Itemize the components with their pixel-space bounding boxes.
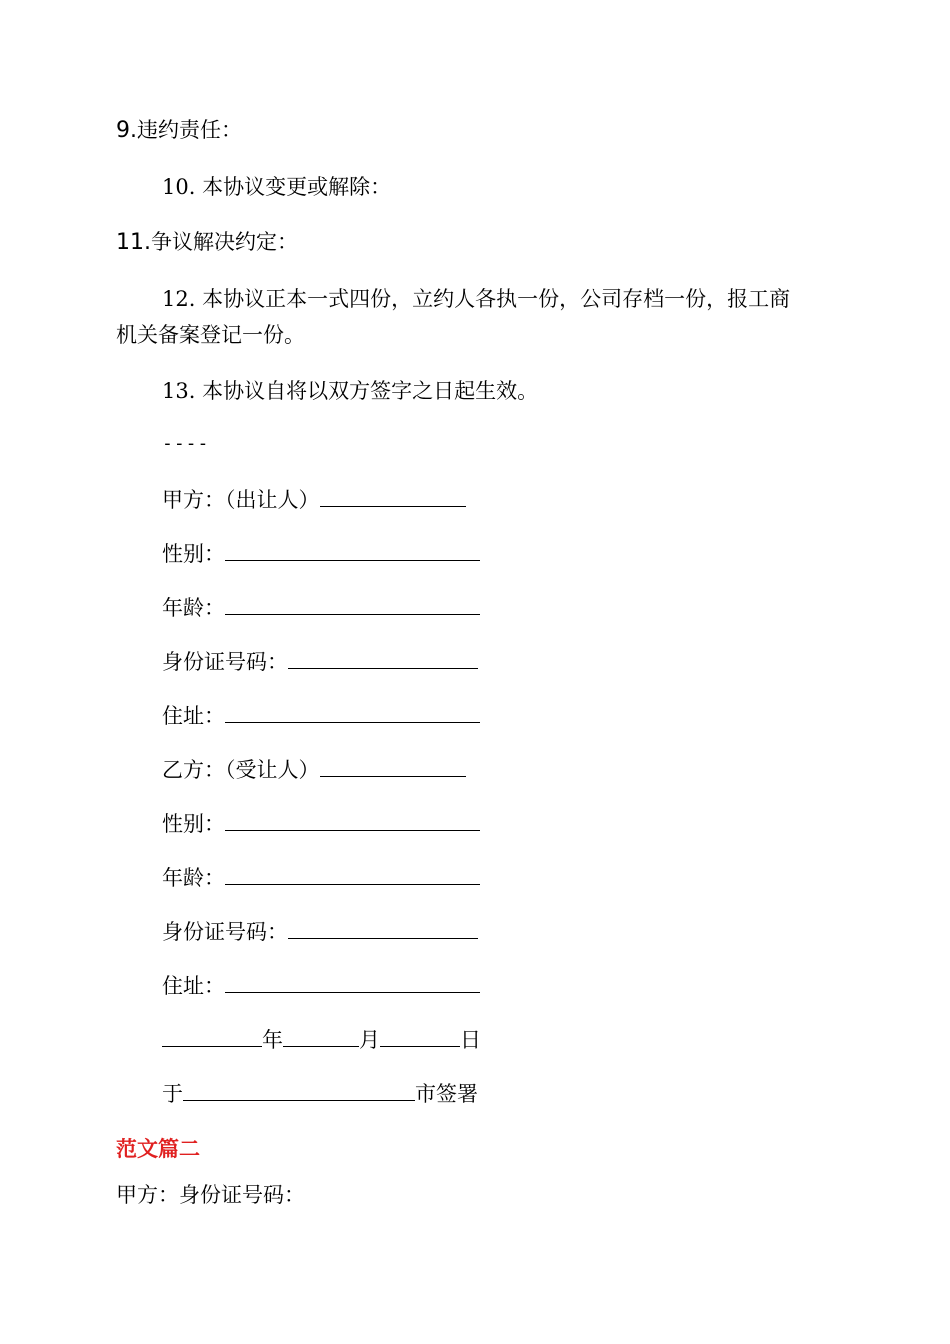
party-b-id-label: 身份证号码： xyxy=(162,920,288,944)
party-a-address-label: 住址： xyxy=(162,704,225,728)
party-a-id-blank xyxy=(288,648,478,669)
clause-11 xyxy=(116,228,298,257)
signing-prefix: 于 xyxy=(162,1082,183,1106)
month-label: 月 xyxy=(359,1028,380,1052)
party-b-id-row xyxy=(162,918,478,946)
party-b-gender-label: 性别： xyxy=(162,812,225,836)
clause-9-text: 违约责任： xyxy=(137,118,242,142)
party-a-gender-blank xyxy=(225,540,480,561)
party-b-gender-blank xyxy=(225,810,480,831)
party-a-address-row xyxy=(162,702,480,730)
section-2-heading: 范文篇二 xyxy=(116,1137,200,1161)
clause-10: 10. 本协议变更或解除： xyxy=(162,175,392,199)
clause-9 xyxy=(116,116,242,145)
city-blank xyxy=(183,1080,415,1101)
party-b-gender-row xyxy=(162,810,480,838)
party-a-age-row xyxy=(162,594,480,622)
signing-suffix: 市签署 xyxy=(415,1082,478,1106)
year-label: 年 xyxy=(262,1028,283,1052)
party-b-age-blank xyxy=(225,864,480,885)
month-blank xyxy=(283,1026,359,1047)
party-b-age-label: 年龄： xyxy=(162,866,225,890)
clause-9-number: 9. xyxy=(116,118,137,143)
year-blank xyxy=(162,1026,262,1047)
signing-row xyxy=(162,1080,478,1108)
clause-13: 13. 本协议自将以双方签字之日起生效。 xyxy=(162,379,539,403)
separator: ---- xyxy=(162,433,210,454)
day-blank xyxy=(380,1026,460,1047)
party-b-name-blank xyxy=(320,756,466,777)
party-a-title: 甲方：（出让人） xyxy=(162,488,320,512)
party-b-title: 乙方：（受让人） xyxy=(162,758,320,782)
party-b-address-blank xyxy=(225,972,480,993)
clause-11-number: 11. xyxy=(116,230,151,255)
party-a-id-row xyxy=(162,648,478,676)
clause-11-text: 争议解决约定： xyxy=(151,230,298,254)
day-label: 日 xyxy=(460,1028,481,1052)
party-a-id-label: 身份证号码： xyxy=(162,650,288,674)
party-a-gender-label: 性别： xyxy=(162,542,225,566)
date-row xyxy=(162,1026,481,1054)
party-b-id-blank xyxy=(288,918,478,939)
party-a-address-blank xyxy=(225,702,480,723)
party-b-address-row xyxy=(162,972,480,1000)
party-b-age-row xyxy=(162,864,480,892)
party-b-title-row xyxy=(162,756,466,784)
party-b-address-label: 住址： xyxy=(162,974,225,998)
party-a-name-blank xyxy=(320,486,466,507)
party-a-title-row xyxy=(162,486,466,514)
clause-12-line2: 机关备案登记一份。 xyxy=(116,323,305,347)
party-a-age-label: 年龄： xyxy=(162,596,225,620)
party-a-age-blank xyxy=(225,594,480,615)
clause-12-line1: 12. 本协议正本一式四份，立约人各执一份，公司存档一份，报工商 xyxy=(162,287,791,311)
party-a-gender-row xyxy=(162,540,480,568)
section-2-first-line: 甲方：身份证号码： xyxy=(116,1183,305,1207)
